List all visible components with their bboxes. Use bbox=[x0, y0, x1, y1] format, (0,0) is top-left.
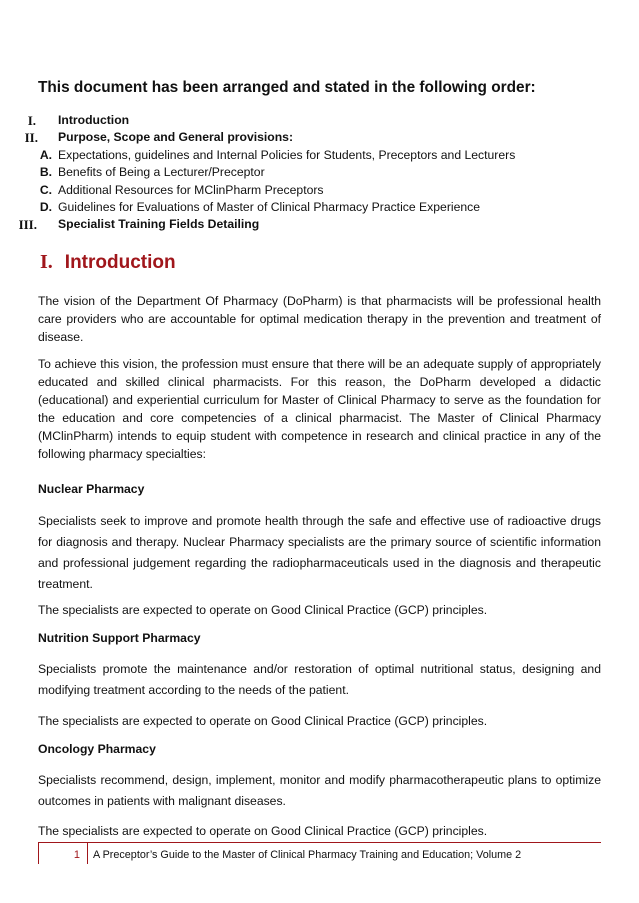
specialty-title-oncology: Oncology Pharmacy bbox=[38, 742, 156, 756]
specialty-body-nuclear: Specialists seek to improve and promote health through the safe and effective use of radioactive drugs for diagnosis and therapy. Nuclear Pharmacy specialists are the primary source of scientific information and professional judgement regarding the radiopharmaceuticals used in the diagnosis and therapeutic treatment. bbox=[38, 514, 601, 591]
toc-text: Additional Resources for MClinPharm Preceptors bbox=[58, 183, 324, 197]
toc-number: D. bbox=[39, 200, 52, 214]
specialty-gcp-oncology: The specialists are expected to operate on Good Clinical Practice (GCP) principles. bbox=[38, 824, 488, 838]
specialty-body-oncology: Specialists recommend, design, implement, monitor and modify pharmacotherapeutic plans to optimize outcomes in patients with malignant diseases. bbox=[38, 773, 601, 808]
toc-text: Introduction bbox=[58, 113, 130, 127]
specialty-gcp-nuclear: The specialists are expected to operate on Good Clinical Practice (GCP) principles. bbox=[38, 603, 488, 617]
toc-text: Purpose, Scope and General provisions: bbox=[58, 130, 294, 144]
vision-paragraph: The vision of the Department Of Pharmacy (DoPharm) is that pharmacists will be professional health care providers who are accountable for optimal medication therapy in the prevention and treatment of disease. bbox=[38, 294, 601, 344]
specialty-gcp-nutrition: The specialists are expected to operate on Good Clinical Practice (GCP) principles. bbox=[38, 714, 488, 728]
toc-number: A. bbox=[39, 148, 52, 162]
achieve-paragraph: To achieve this vision, the profession must ensure that there will be an adequate supply of appropriately educated and skilled clinical pharmacists. For this reason, the DoPharm developed a didactic (educational) and experiential curriculum for Master of Clinical Pharmacy to serve as the foundation for the education and core competencies of a clinical pharmacist. The Master of Clinical Pharmacy (MClinPharm) intends to equip student with competence in research and clinical practice in any of the following pharmacy specialties: bbox=[38, 357, 601, 461]
footer-rule bbox=[38, 842, 601, 843]
toc-text: Guidelines for Evaluations of Master of Clinical Pharmacy Practice Experience bbox=[58, 200, 481, 214]
specialty-title-nutrition: Nutrition Support Pharmacy bbox=[38, 631, 201, 645]
toc-number: II. bbox=[24, 130, 38, 145]
section-title-text: Introduction bbox=[64, 252, 176, 273]
page-number bbox=[38, 849, 86, 861]
section-title bbox=[40, 251, 176, 274]
toc-text: Specialist Training Fields Detailing bbox=[58, 217, 260, 231]
section-number: I. bbox=[40, 251, 53, 273]
footer-title: A Preceptor’s Guide to the Master of Clinical Pharmacy Training and Education; Volume 2 bbox=[93, 849, 522, 861]
toc-text: Benefits of Being a Lecturer/Preceptor bbox=[58, 165, 265, 179]
specialty-title-nuclear: Nuclear Pharmacy bbox=[38, 482, 145, 496]
toc-number: C. bbox=[39, 183, 52, 197]
toc-number: III. bbox=[18, 217, 37, 232]
page-number-text: 1 bbox=[73, 849, 80, 861]
specialty-body-nutrition: Specialists promote the maintenance and/or restoration of optimal nutritional status, designing and modifying treatment according to the needs of the patient. bbox=[38, 662, 601, 697]
order-heading: This document has been arranged and stated in the following order: bbox=[38, 79, 536, 96]
toc-number: I. bbox=[27, 113, 36, 128]
toc-text: Expectations, guidelines and Internal Policies for Students, Preceptors and Lecturers bbox=[58, 148, 516, 162]
toc-number: B. bbox=[39, 165, 52, 179]
